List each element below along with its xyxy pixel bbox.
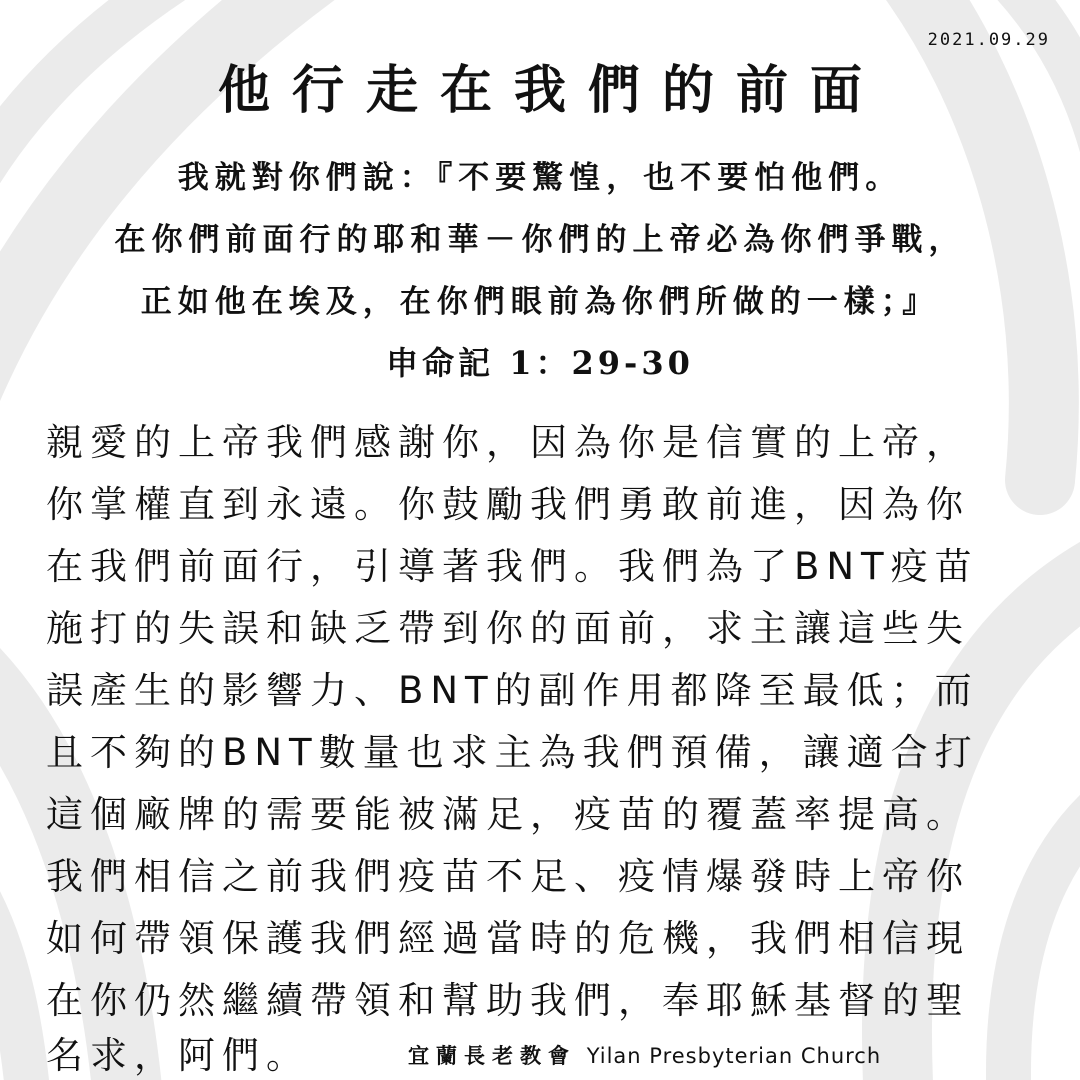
prayer-line: 誤產生的影響力、BNT的副作用都降至最低；而 (46, 669, 979, 712)
verse-line: 在你們前面行的耶和華－你們的上帝必為你們爭戰， (114, 222, 966, 258)
church-name-english: Yilan Presbyterian Church (586, 1044, 882, 1068)
prayer-line: 在你仍然繼續帶領和幫助我們，奉耶穌基督的聖 (46, 979, 970, 1022)
prayer-line: 且不夠的BNT數量也求主為我們預備，讓適合打 (46, 731, 979, 774)
prayer-line: 在我們前面行，引導著我們。我們為了BNT疫苗 (46, 545, 979, 588)
post-date: 2021.09.29 (927, 30, 1050, 50)
church-signature (408, 1040, 881, 1070)
church-name-chinese: 宜蘭長老教會 (408, 1043, 576, 1068)
verse-line: 正如他在埃及，在你們眼前為你們所做的一樣；』 (140, 284, 940, 320)
verse-reference: 申命記 1：29-30 (386, 344, 694, 382)
prayer-line: 名求，阿們。 (46, 1034, 310, 1077)
page-title: 他行走在我們的前面 (217, 60, 884, 121)
prayer-line: 你掌權直到永遠。你鼓勵我們勇敢前進，因為你 (46, 483, 970, 526)
prayer-line: 施打的失誤和缺乏帶到你的面前，求主讓這些失 (46, 607, 970, 650)
prayer-line: 這個廠牌的需要能被滿足，疫苗的覆蓋率提高。 (46, 793, 970, 836)
prayer-line: 如何帶領保護我們經過當時的危機，我們相信現 (46, 917, 970, 960)
prayer-line: 親愛的上帝我們感謝你，因為你是信實的上帝， (46, 421, 970, 464)
swirl-bottom-left-inner (0, 840, 30, 1080)
verse-line: 我就對你們說：『不要驚惶，也不要怕他們。 (177, 160, 903, 196)
prayer-line: 我們相信之前我們疫苗不足、疫情爆發時上帝你 (46, 855, 970, 898)
